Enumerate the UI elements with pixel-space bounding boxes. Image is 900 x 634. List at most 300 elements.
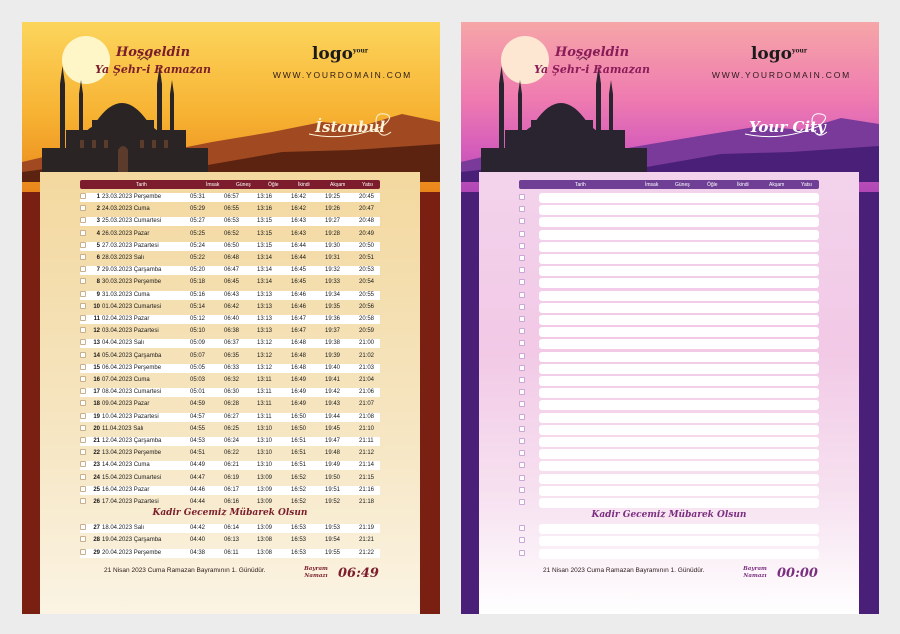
- cell-aksam: 19:38: [325, 340, 341, 347]
- row-checkbox[interactable]: [519, 243, 525, 249]
- welcome-heading: [527, 44, 657, 78]
- cell-gunes: 06:25: [224, 425, 240, 432]
- cell-yatsi: 21:03: [359, 364, 375, 371]
- cell-imsak: 04:44: [190, 499, 206, 505]
- blank-entry-field[interactable]: [539, 242, 819, 252]
- cell-ikindi: 16:49: [291, 389, 307, 396]
- bayram-line2: Namazı: [743, 573, 767, 579]
- blank-row: [519, 498, 819, 508]
- cell-ogle: 13:13: [257, 328, 273, 335]
- blank-row: [519, 474, 819, 484]
- table-header: [80, 180, 380, 189]
- bayram-namazi-label: [298, 566, 334, 580]
- table-row: [80, 230, 380, 239]
- table-row: [80, 254, 380, 263]
- table-row: [80, 217, 380, 226]
- cell-gunes: 06:53: [224, 218, 240, 225]
- blank-entry-field[interactable]: [539, 303, 819, 313]
- cell-num: 9: [96, 291, 100, 298]
- cell-gunes: 06:42: [224, 303, 240, 310]
- cell-ikindi: 16:51: [291, 438, 307, 444]
- cell-imsak: 05:20: [190, 267, 206, 274]
- cell-aksam: 19:26: [325, 206, 341, 213]
- blank-entry-field[interactable]: [539, 524, 819, 534]
- row-checkbox[interactable]: [519, 438, 525, 444]
- row-checkbox[interactable]: [519, 206, 525, 212]
- cell-yatsi: 21:18: [359, 499, 375, 505]
- cell-imsak: 05:05: [190, 364, 206, 371]
- table-row: [80, 549, 380, 558]
- cell-date: 13.04.2023 Perşembe: [102, 450, 162, 457]
- cell-gunes: 06:50: [224, 242, 240, 249]
- cell-imsak: 04:55: [190, 425, 206, 432]
- cell-num: 6: [96, 255, 100, 261]
- cell-aksam: 19:30: [325, 242, 341, 249]
- col-header-aksam: Akşam: [330, 181, 346, 188]
- blank-entry-field[interactable]: [539, 437, 819, 447]
- cell-ogle: 13:14: [257, 279, 273, 286]
- cell-num: 5: [96, 242, 100, 249]
- cell-date: 25.03.2023 Cumartesi: [102, 218, 162, 225]
- cell-num: 15: [93, 364, 100, 371]
- row-checkbox[interactable]: [519, 487, 525, 493]
- blank-row: [519, 449, 819, 459]
- blank-entry-field[interactable]: [539, 205, 819, 215]
- logo-text: logo: [311, 44, 353, 64]
- cell-date: 06.04.2023 Perşembe: [102, 364, 162, 371]
- cell-ikindi: 16:47: [291, 316, 307, 322]
- bayram-line1: Bayram: [743, 566, 767, 572]
- cell-yatsi: 21:15: [359, 474, 375, 481]
- cell-aksam: 19:39: [325, 352, 341, 359]
- cell-imsak: 05:07: [190, 352, 206, 359]
- cell-date: 04.04.2023 Salı: [102, 340, 145, 347]
- cell-ogle: 13:09: [257, 499, 273, 505]
- cell-ogle: 13:11: [257, 389, 272, 396]
- row-checkbox[interactable]: [519, 550, 525, 556]
- row-checkbox[interactable]: [519, 426, 525, 432]
- cell-gunes: 06:33: [224, 364, 240, 371]
- row-checkbox[interactable]: [519, 499, 525, 505]
- cell-ogle: 13:12: [257, 340, 273, 347]
- cell-num: 2: [96, 206, 100, 213]
- blank-row: [519, 461, 819, 471]
- cell-num: 19: [93, 413, 100, 420]
- domain-text: WWW.YOURDOMAIN.COM: [711, 70, 851, 80]
- row-checkbox[interactable]: [519, 231, 525, 237]
- cell-ogle: 13:12: [257, 364, 273, 371]
- cell-yatsi: 21:16: [359, 486, 375, 493]
- table-row: [80, 425, 380, 434]
- cell-imsak: 04:59: [190, 401, 206, 408]
- blank-row: [519, 524, 819, 534]
- cell-date: 08.04.2023 Cumartesi: [102, 389, 162, 396]
- blank-entry-field[interactable]: [539, 498, 819, 508]
- cell-ikindi: 16:51: [291, 450, 307, 457]
- cell-aksam: 19:43: [325, 401, 341, 408]
- cell-yatsi: 20:58: [359, 316, 375, 322]
- cell-aksam: 19:32: [325, 267, 341, 274]
- blank-row: [519, 266, 819, 276]
- table-row: [80, 474, 380, 483]
- cell-date: 11.04.2023 Salı: [102, 425, 144, 432]
- cell-ogle: 13:10: [257, 450, 273, 457]
- cell-ogle: 13:14: [257, 255, 273, 261]
- cell-num: 4: [96, 230, 100, 237]
- cell-yatsi: 21:06: [359, 389, 375, 396]
- cell-gunes: 06:43: [224, 291, 240, 298]
- col-header-tarih: Tarih: [136, 181, 147, 188]
- blank-entry-field[interactable]: [539, 193, 819, 203]
- table-row: [80, 303, 380, 312]
- cell-imsak: 04:49: [190, 462, 206, 469]
- blank-entry-field[interactable]: [539, 230, 819, 240]
- cell-gunes: 06:48: [224, 255, 240, 261]
- table-row: [80, 193, 380, 202]
- table-row: [80, 413, 380, 422]
- cell-date: 07.04.2023 Cuma: [102, 377, 150, 383]
- cell-ogle: 13:16: [257, 206, 273, 213]
- bayram-footer-text: 21 Nisan 2023 Cuma Ramazan Bayramının 1. Günüdür.: [543, 567, 705, 574]
- cell-imsak: 04:51: [190, 450, 206, 457]
- bayram-line1: Bayram: [304, 566, 328, 572]
- row-checkbox[interactable]: [519, 462, 525, 468]
- cell-date: 20.04.2023 Perşembe: [102, 549, 162, 556]
- cell-gunes: 06:21: [224, 462, 240, 469]
- brand-logo: [312, 44, 368, 64]
- table-row: [80, 278, 380, 287]
- blank-entry-field[interactable]: [539, 425, 819, 435]
- bayram-footer-text: 21 Nisan 2023 Cuma Ramazan Bayramının 1. Günüdür.: [104, 567, 266, 574]
- row-checkbox[interactable]: [519, 450, 525, 456]
- table-row: [80, 449, 380, 458]
- blank-row: [519, 352, 819, 362]
- brand-logo: [751, 44, 807, 64]
- table-row: [80, 536, 380, 545]
- cell-ikindi: 16:51: [291, 462, 307, 469]
- cell-yatsi: 21:10: [359, 425, 375, 432]
- cell-gunes: 06:22: [224, 450, 240, 457]
- cell-num: 27: [93, 525, 100, 532]
- table-row: [80, 498, 380, 507]
- cell-yatsi: 21:12: [359, 450, 375, 457]
- table-row: [80, 339, 380, 348]
- table-row: [80, 315, 380, 324]
- blank-row: [519, 549, 819, 559]
- cell-num: 11: [93, 316, 100, 322]
- cell-gunes: 06:57: [224, 194, 240, 200]
- cell-imsak: 04:46: [190, 486, 206, 493]
- cell-date: 05.04.2023 Çarşamba: [102, 352, 162, 359]
- cell-num: 17: [93, 389, 100, 396]
- cell-gunes: 06:24: [224, 438, 240, 444]
- cell-ogle: 13:11: [257, 413, 272, 420]
- cell-num: 26: [93, 499, 100, 505]
- cell-ikindi: 16:45: [291, 279, 307, 286]
- welcome-line1: Hoşgeldin: [554, 45, 630, 60]
- cell-aksam: 19:37: [325, 328, 341, 335]
- cell-ikindi: 16:46: [291, 303, 307, 310]
- cell-ikindi: 16:47: [291, 328, 307, 335]
- row-checkbox[interactable]: [519, 353, 525, 359]
- cell-date: 31.03.2023 Cuma: [102, 291, 150, 298]
- cell-yatsi: 21:22: [359, 549, 375, 556]
- blank-entry-field[interactable]: [539, 549, 819, 559]
- cell-date: 26.03.2023 Pazar: [102, 230, 150, 237]
- blank-entry-field[interactable]: [539, 364, 819, 374]
- cell-ogle: 13:11: [257, 377, 272, 383]
- cell-yatsi: 20:49: [359, 230, 375, 237]
- row-checkbox[interactable]: [519, 365, 525, 371]
- cell-num: 8: [96, 279, 100, 286]
- cell-date: 28.03.2023 Salı: [102, 255, 145, 261]
- cell-aksam: 19:51: [325, 486, 341, 493]
- blank-entry-field[interactable]: [539, 400, 819, 410]
- cell-date: 24.03.2023 Cuma: [102, 206, 150, 213]
- cell-aksam: 19:31: [325, 255, 341, 261]
- cell-ikindi: 16:44: [291, 242, 307, 249]
- row-checkbox[interactable]: [519, 389, 525, 395]
- cell-imsak: 05:27: [190, 218, 206, 225]
- kadir-gecesi-text: Kadir Gecemiz Mübarek Olsun: [152, 508, 308, 518]
- row-checkbox[interactable]: [519, 255, 525, 261]
- table-row: [80, 266, 380, 275]
- cell-num: 1: [96, 194, 100, 200]
- cell-num: 10: [93, 303, 100, 310]
- blank-entry-field[interactable]: [539, 474, 819, 484]
- blank-row: [519, 388, 819, 398]
- cell-imsak: 05:12: [190, 316, 206, 322]
- col-header-ikindi: İkindi: [737, 181, 749, 188]
- cell-ogle: 13:16: [257, 194, 273, 200]
- cell-ikindi: 16:48: [291, 352, 307, 359]
- row-checkbox[interactable]: [519, 537, 525, 543]
- blank-entry-field[interactable]: [539, 486, 819, 496]
- logo-sup-text: your: [791, 47, 807, 55]
- cell-ikindi: 16:52: [291, 474, 307, 481]
- cell-ogle: 13:10: [257, 438, 273, 444]
- cell-ogle: 13:09: [257, 474, 273, 481]
- logo-text: logo: [750, 44, 792, 64]
- cell-aksam: 19:35: [325, 303, 341, 310]
- table-row: [80, 376, 380, 385]
- table-row: [80, 437, 380, 446]
- row-checkbox[interactable]: [519, 316, 525, 322]
- cell-ikindi: 16:43: [291, 218, 307, 225]
- cell-gunes: 06:19: [224, 474, 240, 481]
- cell-ikindi: 16:52: [291, 486, 307, 493]
- cell-gunes: 06:11: [224, 549, 239, 556]
- blank-entry-field[interactable]: [539, 461, 819, 471]
- cell-date: 09.04.2023 Pazar: [102, 401, 150, 408]
- blank-entry-field[interactable]: [539, 291, 819, 301]
- cell-ikindi: 16:42: [291, 194, 307, 200]
- blank-row: [519, 400, 819, 410]
- cell-date: 10.04.2023 Pazartesi: [102, 413, 159, 420]
- cell-ogle: 13:10: [257, 462, 273, 469]
- table-row: [80, 388, 380, 397]
- cell-yatsi: 20:54: [359, 279, 375, 286]
- cell-aksam: 19:53: [325, 525, 341, 532]
- row-checkbox[interactable]: [519, 267, 525, 273]
- cell-gunes: 06:47: [224, 267, 240, 274]
- blank-entry-field[interactable]: [539, 266, 819, 276]
- row-checkbox[interactable]: [519, 194, 525, 200]
- cell-yatsi: 21:00: [359, 340, 375, 347]
- row-checkbox[interactable]: [519, 304, 525, 310]
- cell-gunes: 06:55: [224, 206, 240, 213]
- cell-aksam: 19:42: [325, 389, 341, 396]
- cell-ogle: 13:08: [257, 549, 273, 556]
- row-checkbox[interactable]: [519, 377, 525, 383]
- cell-ikindi: 16:43: [291, 230, 307, 237]
- cell-yatsi: 20:47: [359, 206, 375, 213]
- blank-entry-field[interactable]: [539, 254, 819, 264]
- cell-ogle: 13:08: [257, 537, 273, 544]
- cell-yatsi: 21:19: [359, 525, 375, 532]
- table-header: [519, 180, 819, 189]
- blank-row: [519, 254, 819, 264]
- blank-entry-field[interactable]: [539, 449, 819, 459]
- cell-num: 21: [93, 438, 100, 444]
- blank-entry-field[interactable]: [539, 315, 819, 325]
- row-checkbox[interactable]: [519, 292, 525, 298]
- col-header-ikindi: İkindi: [298, 181, 310, 188]
- row-checkbox[interactable]: [519, 525, 525, 531]
- row-checkbox[interactable]: [519, 328, 525, 334]
- cell-imsak: 04:53: [190, 438, 206, 444]
- blank-entry-field[interactable]: [539, 413, 819, 423]
- city-title: İstanbul: [315, 118, 386, 136]
- bayram-line2: Namazı: [304, 573, 328, 579]
- table-row: [80, 486, 380, 495]
- cell-date: 29.03.2023 Çarşamba: [102, 267, 162, 274]
- cell-ogle: 13:09: [257, 525, 273, 532]
- row-checkbox[interactable]: [519, 340, 525, 346]
- col-header-gunes: Güneş: [675, 181, 690, 188]
- table-row: [80, 400, 380, 409]
- blank-row: [519, 193, 819, 203]
- cell-aksam: 19:50: [325, 474, 341, 481]
- cell-date: 14.04.2023 Cuma: [102, 462, 150, 469]
- blank-entry-field[interactable]: [539, 327, 819, 337]
- cell-num: 3: [96, 218, 100, 225]
- table-row: [80, 461, 380, 470]
- cell-ikindi: 16:53: [291, 537, 307, 544]
- table-row: [80, 364, 380, 373]
- blank-row: [519, 315, 819, 325]
- cell-ikindi: 16:45: [291, 267, 307, 274]
- cell-num: 13: [93, 340, 100, 347]
- cell-ikindi: 16:52: [291, 499, 307, 505]
- row-checkbox[interactable]: [519, 279, 525, 285]
- welcome-heading: [88, 44, 218, 78]
- cell-imsak: 05:03: [190, 377, 206, 383]
- logo-sup-text: your: [352, 47, 368, 55]
- col-header-tarih: Tarih: [575, 181, 586, 188]
- cell-imsak: 05:14: [190, 303, 206, 310]
- cell-yatsi: 20:50: [359, 242, 375, 249]
- blank-row: [519, 425, 819, 435]
- cell-num: 14: [93, 352, 100, 359]
- cell-date: 03.04.2023 Pazartesi: [102, 328, 159, 335]
- blank-entry-field[interactable]: [539, 376, 819, 386]
- cell-gunes: 06:45: [224, 279, 240, 286]
- cell-imsak: 04:57: [190, 413, 206, 420]
- cell-imsak: 05:18: [190, 279, 206, 286]
- blank-entry-field[interactable]: [539, 339, 819, 349]
- cell-date: 18.04.2023 Salı: [102, 525, 145, 532]
- blank-row: [519, 339, 819, 349]
- cell-num: 20: [93, 425, 100, 432]
- blank-row: [519, 486, 819, 496]
- cell-yatsi: 20:51: [359, 255, 375, 261]
- blank-row: [519, 376, 819, 386]
- cell-ogle: 13:14: [257, 267, 273, 274]
- cell-imsak: 05:22: [190, 255, 206, 261]
- blank-row: [519, 437, 819, 447]
- cell-ikindi: 16:44: [291, 255, 307, 261]
- cell-yatsi: 20:53: [359, 267, 375, 274]
- cell-gunes: 06:32: [224, 377, 240, 383]
- blank-entry-field[interactable]: [539, 352, 819, 362]
- table-row: [80, 327, 380, 336]
- welcome-line2: Ya Şehr-i Ramazan: [534, 63, 650, 76]
- kadir-gecesi-text: Kadir Gecemiz Mübarek Olsun: [591, 510, 747, 520]
- blank-row: [519, 278, 819, 288]
- cell-yatsi: 20:48: [359, 218, 375, 225]
- cell-ogle: 13:13: [257, 291, 273, 298]
- cell-gunes: 06:13: [224, 537, 240, 544]
- cell-aksam: 19:34: [325, 291, 341, 298]
- cell-imsak: 05:24: [190, 242, 206, 249]
- cell-imsak: 04:40: [190, 537, 206, 544]
- cell-date: 17.04.2023 Pazartesi: [102, 499, 159, 505]
- cell-aksam: 19:40: [325, 364, 341, 371]
- cell-ogle: 13:15: [257, 242, 273, 249]
- col-header-imsak: İmsak: [206, 181, 220, 188]
- cell-yatsi: 20:56: [359, 303, 375, 310]
- blank-entry-field[interactable]: [539, 217, 819, 227]
- cell-imsak: 05:10: [190, 328, 206, 335]
- blank-entry-field[interactable]: [539, 388, 819, 398]
- cell-yatsi: 20:59: [359, 328, 375, 335]
- cell-imsak: 04:47: [190, 474, 206, 481]
- cell-imsak: 05:01: [190, 389, 206, 396]
- col-header-ogle: Öğle: [707, 181, 718, 188]
- row-checkbox[interactable]: [519, 218, 525, 224]
- cell-num: 25: [93, 486, 100, 493]
- table-row: [80, 352, 380, 361]
- cell-imsak: 05:25: [190, 230, 206, 237]
- blank-row: [519, 242, 819, 252]
- row-checkbox[interactable]: [519, 475, 525, 481]
- cell-ikindi: 16:53: [291, 525, 307, 532]
- blank-row: [519, 205, 819, 215]
- cell-imsak: 05:31: [190, 194, 206, 200]
- row-checkbox[interactable]: [519, 401, 525, 407]
- mosque-silhouette-scene: [22, 22, 440, 182]
- row-checkbox[interactable]: [519, 414, 525, 420]
- cell-gunes: 06:52: [224, 230, 240, 237]
- blank-entry-field[interactable]: [539, 278, 819, 288]
- cell-ikindi: 16:46: [291, 291, 307, 298]
- cell-aksam: 19:33: [325, 279, 341, 286]
- blank-entry-field[interactable]: [539, 536, 819, 546]
- domain-text: WWW.YOURDOMAIN.COM: [272, 70, 412, 80]
- cell-ogle: 13:09: [257, 486, 273, 493]
- table-row: [80, 524, 380, 533]
